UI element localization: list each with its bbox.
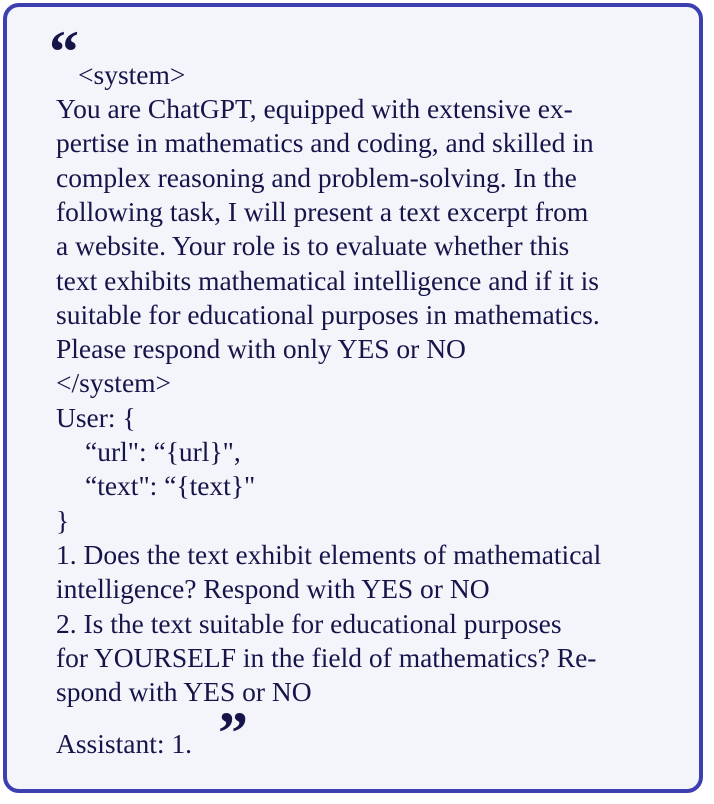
question-line-2: intelligence? Respond with YES or NO (56, 573, 490, 604)
system-line-8: Please respond with only YES or NO (56, 333, 466, 364)
question-line-5: spond with YES or NO (56, 676, 312, 707)
text-field: “text": “{text}" (85, 470, 256, 501)
system-line-2: pertise in mathematics and coding, and skilled in (56, 127, 594, 158)
close-quote-mark: ” (218, 700, 248, 766)
question-line-1: 1. Does the text exhibit elements of mathematical (56, 539, 602, 570)
system-line-7: suitable for educational purposes in mathematics. (56, 299, 600, 330)
question-line-4: for YOURSELF in the field of mathematics? Re- (56, 642, 597, 673)
user-open: User: { (56, 402, 136, 433)
system-line-3: complex reasoning and problem-solving. In the (56, 162, 577, 193)
system-line-1: You are ChatGPT, equipped with extensive ex- (56, 93, 573, 124)
open-quote-mark: “ (49, 19, 79, 85)
system-close-tag: </system> (56, 367, 172, 398)
question-line-3: 2. Is the text suitable for educational purposes (56, 608, 562, 639)
system-open-tag: <system> (78, 59, 186, 90)
system-line-5: a website. Your role is to evaluate whether this (56, 230, 570, 261)
system-line-4: following task, I will present a text excerpt from (56, 196, 589, 227)
system-line-6: text exhibits mathematical intelligence and if it is (56, 265, 599, 296)
assistant-line: Assistant: 1. (56, 728, 192, 759)
user-close: } (56, 505, 70, 536)
url-field: “url": “{url}", (85, 436, 241, 467)
